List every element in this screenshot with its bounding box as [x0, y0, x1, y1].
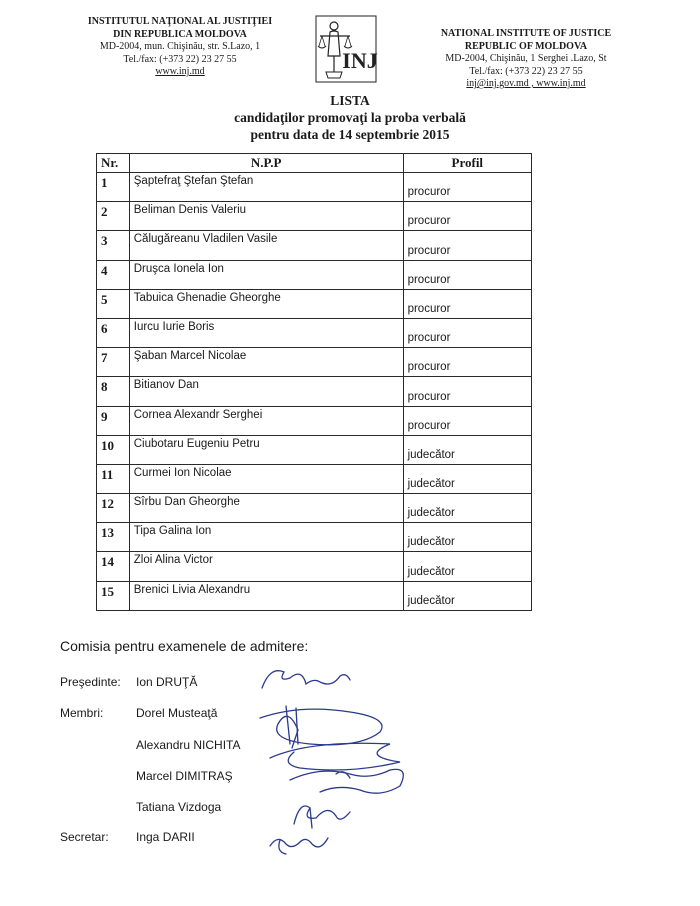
candidate-name: Cornea Alexandr Serghei: [129, 406, 403, 435]
candidate-name: Tipa Galina Ion: [129, 523, 403, 552]
institution-header-ro: [70, 16, 290, 79]
header-en-address: MD-2004, Chişinău, 1 Serghei .Lazo, St: [445, 53, 607, 64]
header-ro-country: DIN REPUBLICA MOLDOVA: [113, 28, 247, 40]
row-number: 1: [97, 173, 130, 202]
candidate-profile: judecător: [403, 494, 531, 523]
row-number: 8: [97, 377, 130, 406]
table-row: [97, 552, 532, 581]
table-row: [97, 289, 532, 318]
title-line-1: LISTA: [330, 93, 370, 108]
title-line-3: pentru data de 14 septembrie 2015: [250, 127, 450, 142]
candidate-profile: judecător: [403, 523, 531, 552]
table-row: [97, 173, 532, 202]
table-row: [97, 406, 532, 435]
candidate-name: Zloi Alina Victor: [129, 552, 403, 581]
candidate-name: Şaptefraţ Ştefan Ştefan: [129, 173, 403, 202]
candidate-name: Tabuica Ghenadie Gheorghe: [129, 289, 403, 318]
row-number: 7: [97, 348, 130, 377]
candidate-name: Beliman Denis Valeriu: [129, 202, 403, 231]
logo-text: INJ: [342, 48, 378, 73]
table-row: [97, 435, 532, 464]
header-ro-address: MD-2004, mun. Chişinău, str. S.Lazo, 1: [99, 41, 261, 52]
member-name: Tatiana Vizdoga: [136, 800, 222, 814]
candidate-name: Ciubotaru Eugeniu Petru: [129, 435, 403, 464]
row-number: 6: [97, 318, 130, 347]
row-number: 5: [97, 289, 130, 318]
candidate-name: Iurcu Iurie Boris: [129, 318, 403, 347]
table-row: [97, 202, 532, 231]
secretary-label: Secretar:: [60, 830, 109, 844]
row-number: 9: [97, 406, 130, 435]
signatures-graphic: [240, 648, 440, 868]
header-name: N.P.P: [129, 154, 403, 173]
header-en-name: NATIONAL INSTITUTE OF JUSTICE: [440, 28, 612, 39]
table-row: [97, 231, 532, 260]
candidate-name: Sîrbu Dan Gheorghe: [129, 494, 403, 523]
member-name: Dorel Musteaţă: [136, 706, 218, 720]
candidate-name: Şaban Marcel Nicolae: [129, 348, 403, 377]
table-row: [97, 464, 532, 493]
candidate-profile: procuror: [403, 289, 531, 318]
row-number: 13: [97, 523, 130, 552]
candidate-profile: judecător: [403, 581, 531, 610]
candidate-profile: procuror: [403, 348, 531, 377]
table-row: [97, 494, 532, 523]
candidate-profile: procuror: [403, 318, 531, 347]
candidate-profile: procuror: [403, 231, 531, 260]
candidates-table: [96, 153, 532, 611]
table-body: [97, 173, 532, 611]
candidate-name: Druşca Ionela Ion: [129, 260, 403, 289]
table-row: [97, 318, 532, 347]
candidate-profile: procuror: [403, 406, 531, 435]
candidate-name: Curmei Ion Nicolae: [129, 464, 403, 493]
candidate-profile: procuror: [403, 202, 531, 231]
candidate-profile: procuror: [403, 377, 531, 406]
candidate-name: Brenici Livia Alexandru: [129, 581, 403, 610]
row-number: 2: [97, 202, 130, 231]
row-number: 15: [97, 581, 130, 610]
header-ro-website: www.inj.md: [155, 66, 205, 77]
header-ro-name: INSTITUTUL NAŢIONAL AL JUSTIŢIEI: [87, 16, 273, 27]
table-row: [97, 377, 532, 406]
row-number: 14: [97, 552, 130, 581]
row-number: 3: [97, 231, 130, 260]
row-number: 4: [97, 260, 130, 289]
header-profile: Profil: [403, 154, 531, 173]
candidate-profile: judecător: [403, 464, 531, 493]
member-name: Alexandru NICHITA: [136, 738, 241, 752]
title-line-2: candidaţilor promovaţi la proba verbală: [234, 110, 466, 125]
commission-heading: Comisia pentru examenele de admitere:: [60, 638, 309, 654]
header-nr: Nr.: [97, 154, 130, 173]
header-ro-phone: Tel./fax: (+373 22) 23 27 55: [123, 53, 237, 65]
header-en-phone: Tel./fax: (+373 22) 23 27 55: [469, 65, 583, 77]
president-name: Ion DRUŢĂ: [136, 675, 198, 689]
candidate-profile: judecător: [403, 552, 531, 581]
member-name: Marcel DIMITRAŞ: [136, 769, 233, 783]
members-label: Membri:: [60, 706, 104, 720]
secretary-name: Inga DARII: [136, 830, 195, 844]
header-en-contacts: inj@inj.gov.md , www.inj.md: [466, 78, 586, 89]
candidate-profile: procuror: [403, 260, 531, 289]
table-row: [97, 581, 532, 610]
candidate-name: Călugăreanu Vladilen Vasile: [129, 231, 403, 260]
president-label: Preşedinte:: [60, 675, 121, 689]
institution-header-en: [416, 28, 636, 91]
candidate-name: Bitianov Dan: [129, 377, 403, 406]
table-header-row: [97, 154, 532, 173]
document-title: [0, 92, 700, 143]
row-number: 10: [97, 435, 130, 464]
header-en-country: REPUBLIC OF MOLDOVA: [464, 40, 588, 52]
table-row: [97, 260, 532, 289]
table-row: [97, 523, 532, 552]
candidate-profile: judecător: [403, 435, 531, 464]
row-number: 11: [97, 464, 130, 493]
table-row: [97, 348, 532, 377]
candidate-profile: procuror: [403, 173, 531, 202]
row-number: 12: [97, 494, 130, 523]
inj-logo: [306, 10, 386, 88]
